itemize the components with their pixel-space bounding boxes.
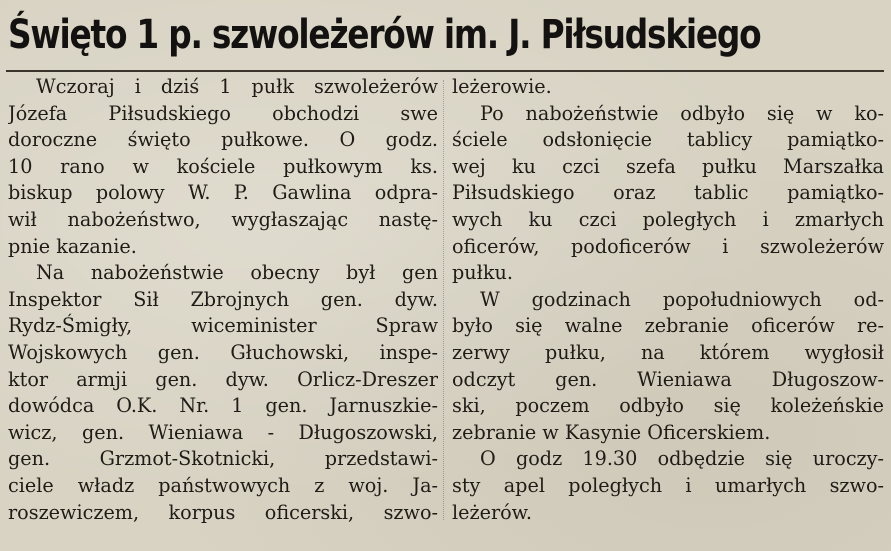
- article-text-line: pnie kazanie.: [8, 234, 137, 258]
- article-text-line: wił nabożeństwo, wygłaszając nastę-: [8, 207, 438, 231]
- article-text-line: Wojskowych gen. Głuchowski, inspe-: [8, 340, 438, 364]
- article-text-line: wej ku czci szefa pułku Marszałka: [452, 154, 884, 178]
- article-text-line: Rydz-Śmigły, wiceminister Spraw: [8, 314, 438, 338]
- article-text-line: ski, poczem odbyło się koleżeńskie: [452, 394, 884, 418]
- article-text-line: Józefa Piłsudskiego obchodzi swe: [8, 101, 438, 125]
- article-text-line: pułku.: [452, 261, 513, 285]
- article-text-line: biskup polowy W. P. Gawlina odpra-: [8, 181, 438, 205]
- article-text-line: roszewiczem, korpus oficerski, szwo-: [8, 500, 438, 524]
- article-headline: Święto 1 p. szwoleżerów im. J. Piłsudskiego: [8, 12, 761, 58]
- article-text-line: sty apel poległych i umarłych szwo-: [452, 473, 884, 497]
- article-text-line: Na nabożeństwie obecny był gen: [36, 261, 438, 285]
- article-text-line: leżerowie.: [452, 75, 552, 98]
- article-text-line: 10 rano w kościele pułkowym ks.: [8, 154, 438, 178]
- article-text-line: doroczne święto pułkowe. O godz.: [8, 128, 438, 152]
- column-divider: [443, 80, 444, 520]
- article-text-line: odczyt gen. Wieniawa Długoszow-: [452, 367, 884, 391]
- article-column-right: [452, 74, 884, 526]
- article-column-left: [8, 74, 438, 526]
- article-text-line: Po nabożeństwie odbyło się w ko-: [480, 101, 884, 125]
- article-text-line: wicz, gen. Wieniawa - Długoszowski,: [8, 420, 438, 444]
- article-text-line: Piłsudskiego oraz tablic pamiątko-: [452, 181, 884, 205]
- headline-rule: [6, 70, 884, 72]
- article-text-line: Wczoraj i dziś 1 pułk szwoleżerów: [36, 75, 438, 98]
- article-text-line: ściele odsłonięcie tablicy pamiątko-: [452, 128, 884, 152]
- article-text-line: zerwy pułku, na którem wygłosił: [452, 340, 884, 364]
- article-text-line: ciele władz państwowych z woj. Ja-: [8, 473, 438, 497]
- article-text-line: W godzinach popołudniowych od-: [480, 287, 884, 311]
- article-text-line: gen. Grzmot-Skotnicki, przedstawi-: [8, 447, 438, 471]
- article-text-line: leżerów.: [452, 500, 532, 524]
- article-text-line: dowódca O.K. Nr. 1 gen. Jarnuszkie-: [8, 394, 438, 418]
- article-text-line: ktor armji gen. dyw. Orlicz-Dreszer: [8, 367, 438, 391]
- article-text-line: zebranie w Kasynie Oficerskiem.: [452, 420, 771, 444]
- article-text-line: Inspektor Sił Zbrojnych gen. dyw.: [8, 287, 438, 311]
- article-text-line: wych ku czci poległych i zmarłych: [452, 207, 884, 231]
- article-text-line: było się walne zebranie oficerów re-: [452, 314, 884, 338]
- article-text-line: oficerów, podoficerów i szwoleżerów: [452, 234, 884, 258]
- article-text-line: O godz 19.30 odbędzie się uroczy-: [480, 447, 884, 471]
